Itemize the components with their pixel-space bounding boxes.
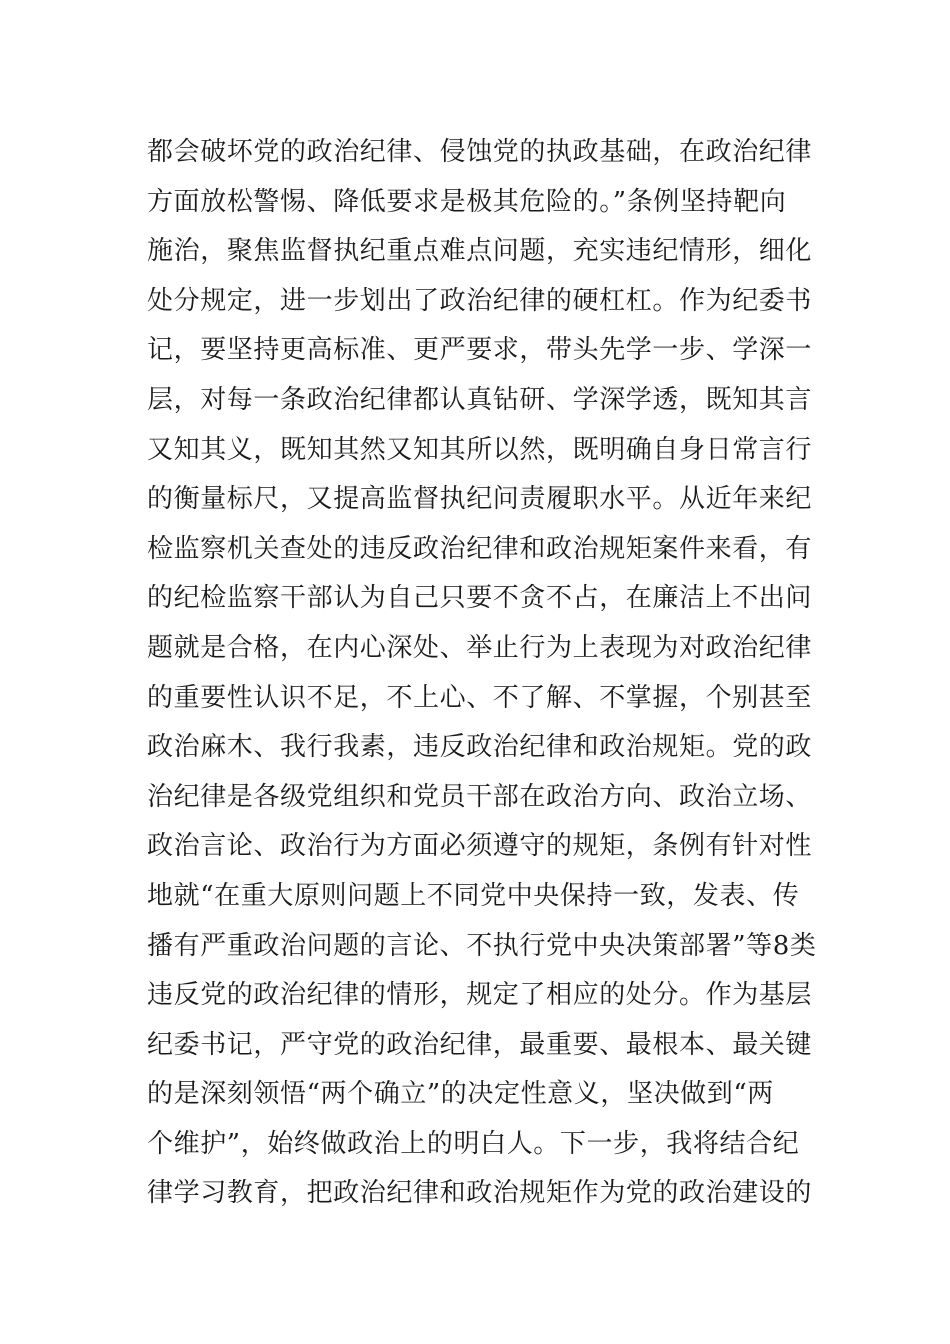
text-line: 层，对每一条政治纪律都认真钻研、学深学透，既知其言: [147, 384, 813, 415]
text-line: 处分规定，进一步划出了政治纪律的硬杠杠。作为纪委书: [147, 285, 813, 316]
text-line: 施治，聚焦监督执纪重点难点问题，充实违纪情形，细化: [147, 236, 813, 267]
text-line: 的衡量标尺，又提高监督执纪问责履职水平。从近年来纪: [147, 484, 813, 515]
text-line: 记，要坚持更高标准、更严要求，带头先学一步、学深一: [147, 335, 813, 366]
text-line: 政治麻木、我行我素，违反政治纪律和政治规矩。党的政: [147, 732, 813, 763]
body-text: [147, 128, 817, 1219]
text-line: 又知其义，既知其然又知其所以然，既明确自身日常言行: [147, 434, 813, 465]
text-line: 纪委书记，严守党的政治纪律，最重要、最根本、最关键: [147, 1029, 813, 1060]
text-line: 的是深刻领悟“两个确立”的决定性意义，坚决做到“两: [147, 1079, 774, 1110]
text-line: 方面放松警惕、降低要求是极其危险的。”条例坚持靶向: [147, 186, 787, 217]
text-line: 违反党的政治纪律的情形，规定了相应的处分。作为基层: [147, 980, 813, 1011]
text-line: 检监察机关查处的违反政治纪律和政治规矩案件来看，有: [147, 533, 813, 564]
text-line: 都会破坏党的政治纪律、侵蚀党的执政基础，在政治纪律: [147, 137, 813, 167]
text-line: 个维护”，始终做政治上的明白人。下一步，我将结合纪: [147, 1128, 800, 1159]
text-line: 播有严重政治问题的言论、不执行党中央决策部署”等8类: [147, 930, 817, 961]
text-line: 题就是合格，在内心深处、举止行为上表现为对政治纪律: [147, 632, 813, 663]
text-line: 地就“在重大原则问题上不同党中央保持一致，发表、传: [147, 880, 800, 911]
text-line: 治纪律是各级党组织和党员干部在政治方向、政治立场、: [147, 781, 813, 812]
text-line: 律学习教育，把政治纪律和政治规矩作为党的政治建设的: [147, 1178, 813, 1209]
text-line: 的纪检监察干部认为自己只要不贪不占，在廉洁上不出问: [147, 583, 813, 614]
text-line: 的重要性认识不足，不上心、不了解、不掌握，个别甚至: [147, 682, 813, 713]
text-line: 政治言论、政治行为方面必须遵守的规矩，条例有针对性: [147, 831, 813, 862]
